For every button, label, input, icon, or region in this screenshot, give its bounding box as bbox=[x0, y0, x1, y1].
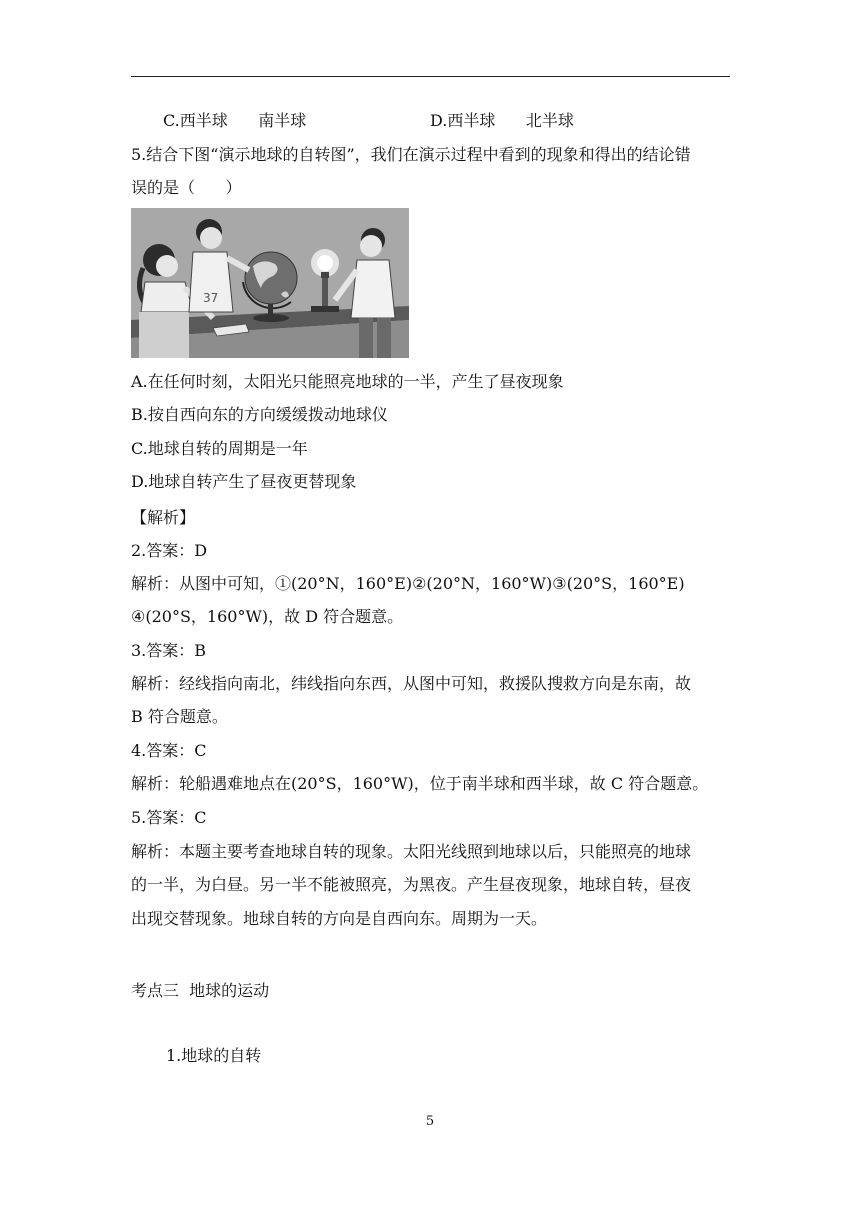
q5-stem-line1: 5.结合下图“演示地球的自转图”，我们在演示过程中看到的现象和得出的结论错 bbox=[131, 145, 691, 164]
analysis-5-line1: 解析：本题主要考查地球自转的现象。太阳光线照到地球以后，只能照亮的地球 bbox=[131, 842, 692, 861]
page-number: 5 bbox=[425, 1114, 435, 1129]
analysis-4-line1: 解析：轮船遇难地点在(20°S，160°W)，位于南半球和西半球，故 C 符合题意。 bbox=[131, 774, 709, 793]
earth-rotation-demo-illustration bbox=[131, 208, 409, 358]
header-rule bbox=[131, 76, 730, 77]
analysis-heading: 【解析】 bbox=[131, 508, 196, 527]
analysis-2-line1: 解析：从图中可知，①(20°N，160°E)②(20°N，160°W)③(20°S，160°E) bbox=[131, 574, 685, 593]
section-title: 考点三 地球的运动 bbox=[131, 981, 270, 1000]
q5-option-b: B.按自西向东的方向缓缓拨动地球仪 bbox=[131, 405, 388, 424]
analysis-2-line2: ④(20°S，160°W)，故 D 符合题意。 bbox=[131, 607, 404, 626]
q5-option-a: A.在任何时刻，太阳光只能照亮地球的一半，产生了昼夜现象 bbox=[131, 372, 564, 391]
answer-2: 2.答案：D bbox=[131, 541, 208, 560]
answer-3: 3.答案：B bbox=[131, 641, 207, 660]
q5-stem-line2: 误的是（ ） bbox=[131, 178, 242, 197]
option-c-prev: C.西半球 南半球 bbox=[163, 111, 307, 130]
jersey-number: 37 bbox=[203, 291, 219, 305]
analysis-5-line2: 的一半，为白昼。另一半不能被照亮，为黑夜。产生昼夜现象，地球自转，昼夜 bbox=[131, 875, 692, 894]
answer-5: 5.答案：C bbox=[131, 808, 207, 827]
analysis-5-line3: 出现交替现象。地球自转的方向是自西向东。周期为一天。 bbox=[131, 909, 548, 928]
q5-option-d: D.地球自转产生了昼夜更替现象 bbox=[131, 472, 357, 491]
answer-4: 4.答案：C bbox=[131, 741, 207, 760]
q5-option-c: C.地球自转的周期是一年 bbox=[131, 439, 308, 458]
analysis-3-line2: B 符合题意。 bbox=[131, 707, 228, 726]
option-d-prev: D.西半球 北半球 bbox=[430, 111, 574, 130]
section-item-1: 1.地球的自转 bbox=[166, 1046, 262, 1065]
analysis-3-line1: 解析：经线指向南北，纬线指向东西，从图中可知，救援队搜救方向是东南，故 bbox=[131, 674, 692, 693]
